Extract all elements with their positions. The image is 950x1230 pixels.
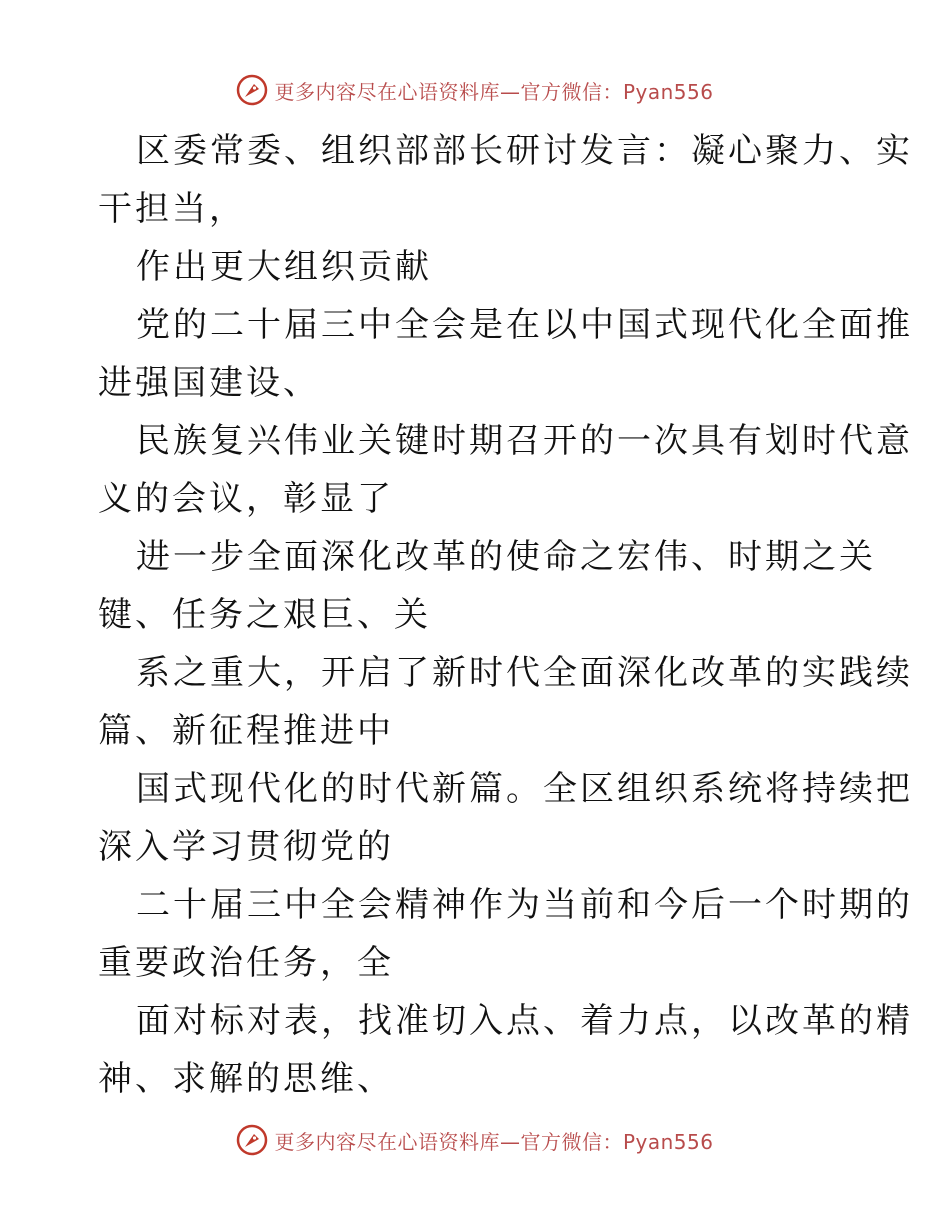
text-line: 深入学习贯彻党的: [98, 827, 394, 867]
text-line: 系之重大，开启了新时代全面深化改革的实践续: [136, 653, 913, 693]
footer-watermark: [0, 1120, 950, 1160]
watermark-text: 更多内容尽在心语资料库—官方微信：Pyan556: [274, 79, 714, 104]
text-line: 进强国建设、: [98, 363, 320, 403]
watermark-text: 更多内容尽在心语资料库—官方微信：Pyan556: [274, 1129, 714, 1154]
text-line: 党的二十届三中全会是在以中国式现代化全面推: [136, 305, 913, 345]
text-line: 干担当，: [98, 189, 246, 229]
text-line: 区委常委、组织部部长研讨发言：凝心聚力、实: [136, 131, 913, 171]
text-line: 进一步全面深化改革的使命之宏伟、时期之关: [136, 537, 876, 577]
text-line: 键、任务之艰巨、关: [98, 595, 431, 635]
pen-nib-logo-icon: [236, 1124, 268, 1156]
text-line: 篇、新征程推进中: [98, 711, 394, 751]
text-line: 二十届三中全会精神作为当前和今后一个时期的: [136, 885, 913, 925]
text-line: 神、求解的思维、: [98, 1059, 394, 1099]
pen-nib-logo-icon: [236, 74, 268, 106]
text-line: 国式现代化的时代新篇。全区组织系统将持续把: [136, 769, 913, 809]
text-line: 面对标对表，找准切入点、着力点，以改革的精: [136, 1001, 913, 1041]
text-line: 重要政治任务，全: [98, 943, 394, 983]
text-line: 义的会议，彰显了: [98, 479, 394, 519]
header-watermark: [0, 70, 950, 110]
text-line: 作出更大组织贡献: [136, 247, 432, 287]
document-body: [98, 122, 913, 1108]
text-line: 民族复兴伟业关键时期召开的一次具有划时代意: [136, 421, 913, 461]
